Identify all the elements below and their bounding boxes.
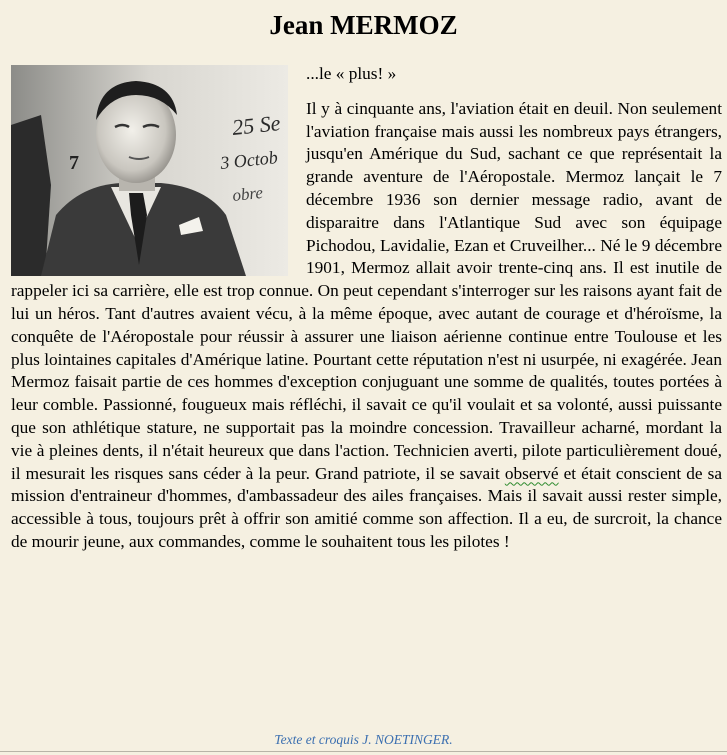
photo-board-text-3: 7	[69, 152, 79, 174]
author-credit: Texte et croquis J. NOETINGER.	[274, 732, 453, 747]
article-title: Jean MERMOZ	[269, 10, 458, 40]
article-body-container	[11, 63, 722, 554]
spellcheck-underlined-word: observé	[504, 463, 559, 483]
article-text-part-2: et était conscient de sa mission d'entraineur d'hommes, d'ambassadeur des ailes françaises. Mais il savait aussi rester simple, accessible à tous, toujours prêt à offrir son amitié comme son affection. Il a eu, de surcroit, la chance de mourir jeune, aux commandes, comme le souhaitent tous les pilotes !	[11, 463, 722, 551]
article-text-part-1: Il y à cinquante ans, l'aviation était en deuil. Non seulement l'aviation française mais aussi les nombreux pays étrangers, jusqu'en Amérique du Sud, sachant ce que représentait la grande aventure de l'Aéropostale. Mermoz lançait le 7 décembre 1936 son dernier message radio, avant de disparaitre dans l'Atlantique Sud avec son équipage Pichodou, Lavidalie, Ezan et Cruveilher... Né le 9 décembre 1901, Mermoz allait avoir trente-cinq ans. Il est inutile de rappeler ici sa carrière, elle est trop connue. On peut cependant s'interroger sur les raisons ayant fait de lui un héros. Tant d'autres avaient vécu, à la même époque, avec autant de courage et d'héroïsme, la conquête de l'Aéropostale pour réussir à assurer une liaison aérienne continue entre Toulouse et les plus lointaines capitales d'Amérique latine. Pourtant cette réputation n'est ni usurpée, ni exagérée. Jean Mermoz faisait partie de ces hommes d'exception conjuguant une somme de qualités, toutes portées à leur comble. Passionné, fougueux mais réfléchi, il savait ce qu'il voulait et sa volonté, aussi puissante que son athlétique stature, ne supportait pas la moindre concession. Travailleur acharné, mordant la vie à pleines dents, il n'était heureux que dans l'action. Technicien averti, pilote particulièrement doué, il mesurait les risques sans céder à la peur. Grand patriote, il se savait	[11, 98, 722, 483]
photo-board-text-1: 25 Se	[230, 110, 282, 140]
article-tagline: ...le « plus! »	[306, 64, 397, 83]
photo-board-text-2: 3 Octob	[219, 147, 279, 173]
bottom-divider	[0, 751, 727, 752]
portrait-photo-image	[11, 65, 288, 276]
photo-board-text-4: obre	[231, 182, 264, 205]
portrait-photo	[11, 65, 288, 276]
